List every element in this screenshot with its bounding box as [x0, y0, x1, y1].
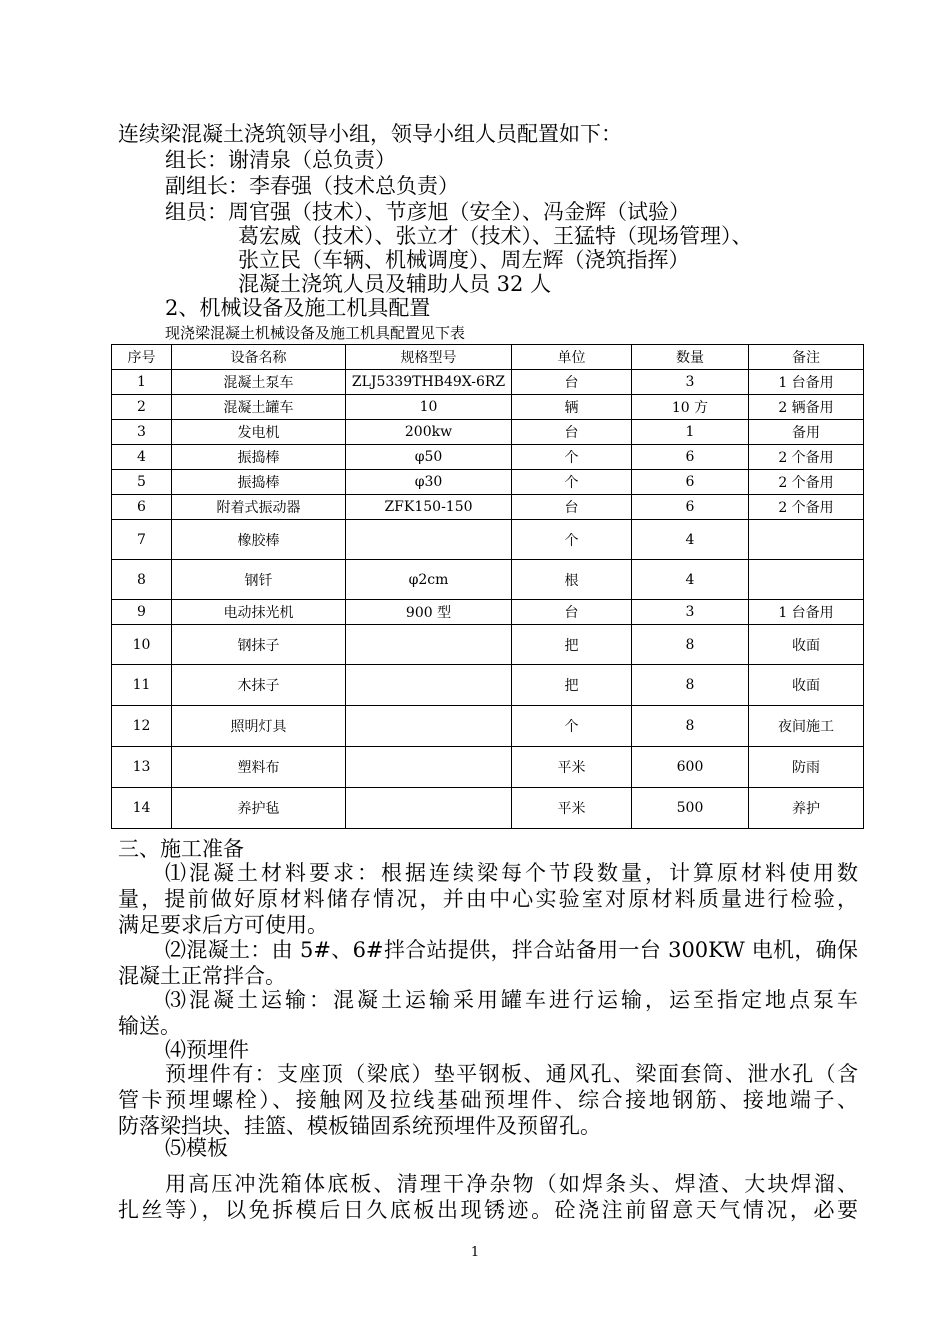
cell-name: 养护毡: [172, 788, 346, 829]
cell-index: 9: [112, 600, 172, 625]
cell-spec: 200kw: [346, 420, 512, 445]
group-deputy: 副组长：李春强（技术总负责）: [165, 174, 459, 198]
table-row: [112, 520, 864, 560]
cell-unit: 台: [512, 420, 632, 445]
cell-qty: 6: [632, 445, 749, 470]
cell-spec: [346, 788, 512, 829]
cell-index: 12: [112, 706, 172, 747]
paragraph-embedded-parts: [118, 1061, 858, 1139]
group-members-line-4: 混凝土浇筑人员及辅助人员 32 人: [238, 272, 552, 296]
paragraph-line: ⑴混凝土材料要求：根据连续梁每个节段数量，计算原材料使用数: [165, 861, 858, 885]
paragraph-line: ⑵混凝土：由 5#、6#拌合站提供，拌合站备用一台 300KW 电机，确保: [165, 938, 858, 962]
cell-qty: 4: [632, 520, 749, 560]
cell-spec: φ30: [346, 470, 512, 495]
cell-name: 振捣棒: [172, 470, 346, 495]
cell-spec: 10: [346, 395, 512, 420]
section3-heading: 三、施工准备: [118, 837, 244, 861]
table-row: [112, 470, 864, 495]
embedded-parts-title: ⑷预埋件: [165, 1038, 249, 1062]
paragraph-line: ⑶混凝土运输：混凝土运输采用罐车进行运输，运至指定地点泵车: [165, 988, 858, 1012]
cell-spec: 900 型: [346, 600, 512, 625]
group-members-line-1: 组员：周官强（技术）、节彦旭（安全）、冯金辉（试验）: [165, 200, 690, 224]
paragraph-line: 输送。: [118, 1014, 181, 1038]
cell-qty: 8: [632, 625, 749, 665]
cell-index: 8: [112, 560, 172, 600]
cell-qty: 3: [632, 370, 749, 395]
cell-note: 防雨: [749, 747, 864, 788]
cell-name: 混凝土泵车: [172, 370, 346, 395]
table-header-row: [112, 345, 864, 370]
cell-name: 发电机: [172, 420, 346, 445]
paragraph-line: 用高压冲洗箱体底板、清理干净杂物（如焊条头、焊渣、大块焊溜、: [165, 1172, 858, 1196]
group-members-line-2: 葛宏威（技术）、张立才（技术）、王猛特（现场管理）、: [238, 224, 753, 248]
cell-qty: 8: [632, 706, 749, 747]
col-header-spec: 规格型号: [346, 345, 512, 370]
cell-name: 附着式振动器: [172, 495, 346, 520]
cell-qty: 3: [632, 600, 749, 625]
cell-index: 6: [112, 495, 172, 520]
cell-spec: [346, 520, 512, 560]
col-header-note: 备注: [749, 345, 864, 370]
cell-note: 夜间施工: [749, 706, 864, 747]
cell-spec: [346, 625, 512, 665]
paragraph-concrete: [118, 937, 858, 989]
cell-qty: 6: [632, 495, 749, 520]
cell-name: 振捣棒: [172, 445, 346, 470]
cell-unit: 辆: [512, 395, 632, 420]
cell-index: 11: [112, 665, 172, 706]
table-row: [112, 370, 864, 395]
paragraph-line: 扎丝等），以免拆模后日久底板出现锈迹。砼浇注前留意天气情况，必要: [118, 1198, 858, 1222]
cell-index: 1: [112, 370, 172, 395]
cell-index: 10: [112, 625, 172, 665]
section2-heading: 2、机械设备及施工机具配置: [165, 296, 431, 320]
cell-note: 1 台备用: [749, 370, 864, 395]
table-row: [112, 625, 864, 665]
cell-note: 2 个备用: [749, 445, 864, 470]
cell-spec: φ2cm: [346, 560, 512, 600]
cell-note: 1 台备用: [749, 600, 864, 625]
cell-name: 钢钎: [172, 560, 346, 600]
cell-note: 2 个备用: [749, 495, 864, 520]
table-row: [112, 788, 864, 829]
equipment-table: [111, 344, 864, 829]
cell-unit: 平米: [512, 788, 632, 829]
cell-qty: 8: [632, 665, 749, 706]
cell-unit: 根: [512, 560, 632, 600]
paragraph-transport: [118, 987, 858, 1039]
cell-spec: φ50: [346, 445, 512, 470]
cell-note: 养护: [749, 788, 864, 829]
paragraph-formwork: [118, 1171, 858, 1223]
cell-spec: ZFK150-150: [346, 495, 512, 520]
cell-unit: 平米: [512, 747, 632, 788]
cell-qty: 10 方: [632, 395, 749, 420]
cell-name: 照明灯具: [172, 706, 346, 747]
cell-unit: 个: [512, 445, 632, 470]
cell-note: 收面: [749, 625, 864, 665]
paragraph-line: 预埋件有：支座顶（梁底）垫平钢板、通风孔、梁面套筒、泄水孔（含: [165, 1062, 858, 1086]
paragraph-line: 量，提前做好原材料储存情况，并由中心实验室对原材料质量进行检验，: [118, 887, 858, 911]
cell-qty: 1: [632, 420, 749, 445]
formwork-title: ⑸模板: [165, 1136, 228, 1160]
cell-name: 混凝土罐车: [172, 395, 346, 420]
cell-index: 2: [112, 395, 172, 420]
table-row: [112, 600, 864, 625]
cell-unit: 把: [512, 625, 632, 665]
cell-note: 2 个备用: [749, 470, 864, 495]
col-header-name: 设备名称: [172, 345, 346, 370]
cell-unit: 把: [512, 665, 632, 706]
table-row: [112, 445, 864, 470]
cell-name: 钢抹子: [172, 625, 346, 665]
cell-name: 橡胶棒: [172, 520, 346, 560]
cell-unit: 个: [512, 520, 632, 560]
cell-unit: 台: [512, 600, 632, 625]
cell-index: 5: [112, 470, 172, 495]
cell-note: 2 辆备用: [749, 395, 864, 420]
cell-unit: 台: [512, 370, 632, 395]
group-intro: 连续梁混凝土浇筑领导小组，领导小组人员配置如下：: [118, 122, 622, 146]
cell-qty: 600: [632, 747, 749, 788]
page-number: 1: [470, 1245, 480, 1260]
cell-note: [749, 560, 864, 600]
cell-index: 3: [112, 420, 172, 445]
cell-spec: [346, 747, 512, 788]
cell-index: 14: [112, 788, 172, 829]
paragraph-line: 混凝土正常拌合。: [118, 964, 286, 988]
group-members-line-3: 张立民（车辆、机械调度）、周左辉（浇筑指挥）: [238, 248, 690, 272]
table-row: [112, 420, 864, 445]
table-row: [112, 706, 864, 747]
table-row: [112, 395, 864, 420]
table-row: [112, 665, 864, 706]
col-header-qty: 数量: [632, 345, 749, 370]
cell-unit: 个: [512, 706, 632, 747]
cell-spec: [346, 665, 512, 706]
cell-note: 收面: [749, 665, 864, 706]
cell-spec: [346, 706, 512, 747]
cell-index: 13: [112, 747, 172, 788]
cell-name: 木抹子: [172, 665, 346, 706]
cell-name: 电动抹光机: [172, 600, 346, 625]
cell-qty: 500: [632, 788, 749, 829]
cell-qty: 4: [632, 560, 749, 600]
paragraph-line: 防落梁挡块、挂篮、模板锚固系统预埋件及预留孔。: [118, 1114, 601, 1138]
paragraph-line: 满足要求后方可使用。: [118, 913, 328, 937]
col-header-index: 序号: [112, 345, 172, 370]
table-row: [112, 747, 864, 788]
paragraph-materials: [118, 860, 858, 938]
cell-note: [749, 520, 864, 560]
cell-index: 4: [112, 445, 172, 470]
paragraph-line: 管卡预埋螺栓）、接触网及拉线基础预埋件、综合接地钢筋、接地端子、: [118, 1088, 858, 1112]
group-leader: 组长：谢清泉（总负责）: [165, 148, 396, 172]
cell-qty: 6: [632, 470, 749, 495]
cell-unit: 个: [512, 470, 632, 495]
table-row: [112, 495, 864, 520]
cell-spec: ZLJ5339THB49X-6RZ: [346, 370, 512, 395]
cell-index: 7: [112, 520, 172, 560]
cell-name: 塑料布: [172, 747, 346, 788]
cell-unit: 台: [512, 495, 632, 520]
table-caption: 现浇梁混凝土机械设备及施工机具配置见下表: [165, 324, 466, 342]
table-row: [112, 560, 864, 600]
col-header-unit: 单位: [512, 345, 632, 370]
cell-note: 备用: [749, 420, 864, 445]
